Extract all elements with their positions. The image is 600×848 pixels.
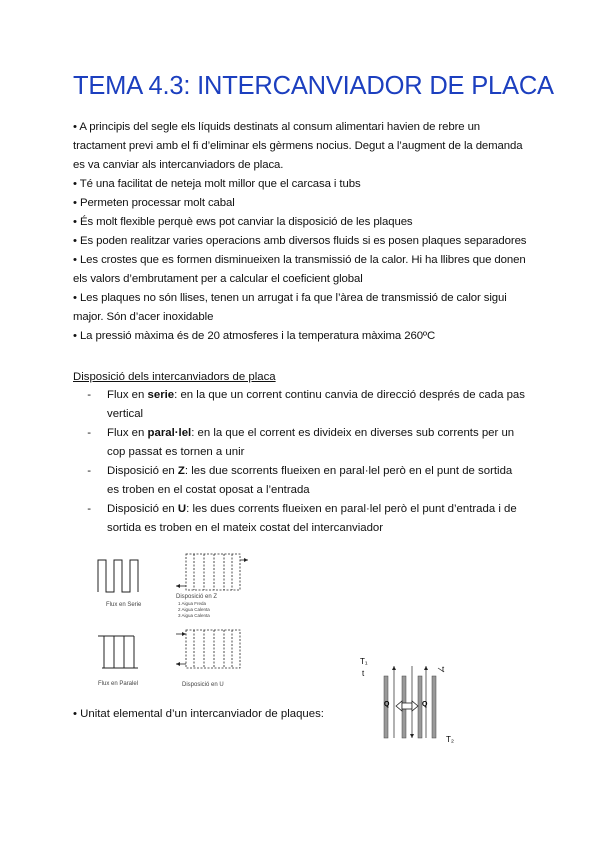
dash-marker: - bbox=[87, 389, 91, 401]
bullet-list bbox=[73, 118, 533, 346]
item-keyword: Z bbox=[177, 465, 185, 477]
bullet-pressure: • La pressió màxima és de 20 atmosferes i la temperatura màxima 260ºC bbox=[73, 330, 436, 342]
u-arrangement-title: Disposició en U bbox=[182, 682, 224, 688]
bullet-cleaning: • Té una facilitat de neteja molt millor que el carcasa i tubs bbox=[73, 178, 361, 190]
bullet-flexible: • És molt flexible perquè ews pot canviar la disposició de les plaques bbox=[73, 216, 413, 228]
disposition-heading: Disposició dels intercanviadors de placa bbox=[73, 371, 276, 383]
unit-element-bullet: • Unitat elemental d’un intercanviador de plaques: bbox=[73, 708, 324, 720]
item-prefix: Disposició en bbox=[107, 503, 178, 515]
z-legend-line1: 1 Aigua Freda bbox=[178, 601, 207, 606]
z-arrangement-figure bbox=[172, 548, 252, 624]
dash-marker: - bbox=[87, 427, 91, 439]
t-small-label: t bbox=[362, 669, 365, 678]
parallel-flow-figure bbox=[92, 628, 162, 690]
item-prefix: Flux en bbox=[107, 427, 148, 439]
bullet-fouling: • Les crostes que es formen disminueixen la transmissió de la calor. Hi ha llibres que donen els valors d’embrutament per a calcular el coeficient global bbox=[73, 254, 526, 285]
bullet-flow: • Permeten processar molt cabal bbox=[73, 197, 235, 209]
q-right-label: Q bbox=[422, 701, 428, 708]
serie-flow-figure bbox=[92, 554, 162, 610]
page-title: TEMA 4.3: INTERCANVIADOR DE PLACA bbox=[73, 72, 554, 100]
dash-marker: - bbox=[87, 503, 91, 515]
item-keyword: U bbox=[177, 503, 187, 515]
item-description: : les dues corrents flueixen en paral·lel però el punt d’entrada i de sortida es troben en el mateix costat del intercanviador bbox=[107, 503, 517, 534]
item-keyword: paral·lel bbox=[147, 427, 192, 439]
z-legend-line3: 3 Aigua Calenta bbox=[178, 613, 210, 618]
q-left-label: Q bbox=[384, 701, 390, 708]
t2-label: T₂ bbox=[446, 735, 454, 744]
u-arrangement-figure bbox=[172, 624, 252, 692]
item-prefix: Disposició en bbox=[107, 465, 178, 477]
bullet-history: • A principis del segle els líquids destinats al consum alimentari havien de rebre un tractament previ amb el fi d’eliminar els gèrmens nocius. Degut a l’augment de la demanda es va canviar als intercanviadors de placa. bbox=[73, 121, 523, 171]
z-arrangement-title: Disposició en Z bbox=[176, 594, 218, 600]
item-keyword: serie bbox=[147, 389, 175, 401]
t1-label: T₁ bbox=[360, 657, 368, 666]
t-right-label: t bbox=[442, 665, 445, 674]
unit-element-diagram bbox=[356, 650, 466, 750]
item-description: : en la que un corrent continu canvia de direcció després de cada pas vertical bbox=[107, 389, 525, 420]
item-description: : en la que el corrent es divideix en diverses sub corrents per un cop passat es tornen a unir bbox=[107, 427, 515, 458]
bullet-plates: • Les plaques no són llises, tenen un arrugat i fa que l’àrea de transmissió de calor sigui major. Són d’acer inoxidable bbox=[73, 292, 507, 323]
disposition-list bbox=[73, 386, 533, 538]
serie-flow-label: Flux en Serie bbox=[106, 602, 142, 608]
parallel-flow-label: Flux en Paralel bbox=[98, 681, 139, 687]
item-prefix: Flux en bbox=[107, 389, 148, 401]
list-item-parallel bbox=[73, 424, 533, 462]
item-description: : les due scorrents flueixen en paral·lel però en el punt de sortida es troben en el costat oposat a l’entrada bbox=[107, 465, 513, 496]
list-item-z bbox=[73, 462, 533, 500]
z-legend-line2: 2 Aigua Calenta bbox=[178, 607, 210, 612]
list-item-u bbox=[73, 500, 533, 538]
list-item-serie bbox=[73, 386, 533, 424]
dash-marker: - bbox=[87, 465, 91, 477]
bullet-operations: • Es poden realitzar varies operacions amb diversos fluids si es posen plaques separadores bbox=[73, 235, 527, 247]
